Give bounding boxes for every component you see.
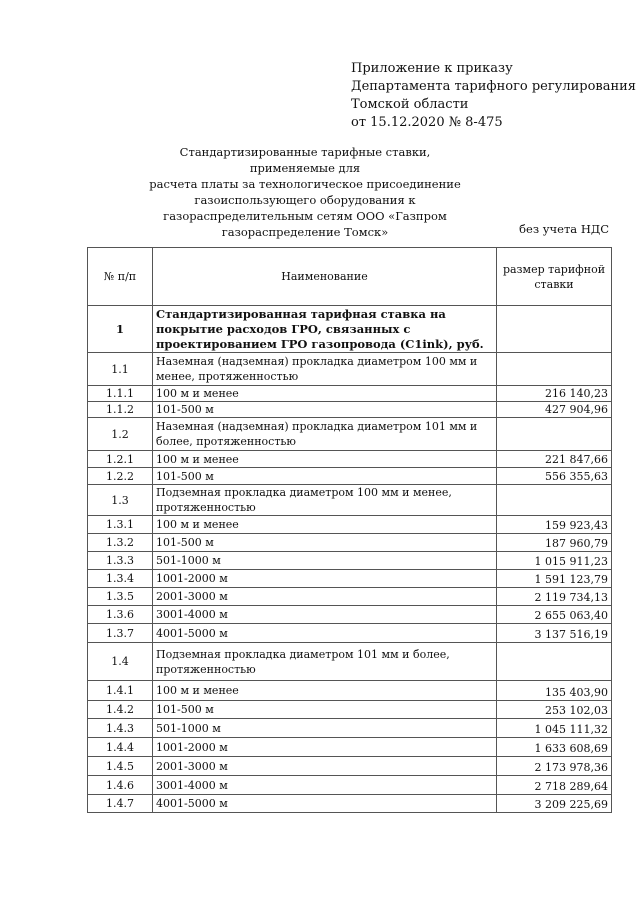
header-name: Наименование: [153, 248, 497, 306]
row-number: 1.1.1: [88, 386, 153, 402]
row-value: 556 355,63: [497, 468, 612, 485]
table-row: [88, 606, 612, 624]
row-number: 1.3.6: [88, 606, 153, 624]
table-row: [88, 485, 612, 516]
row-number: 1.4.4: [88, 738, 153, 757]
table-row: [88, 588, 612, 606]
table-row: [88, 451, 612, 468]
row-name: 2001-3000 м: [153, 757, 497, 776]
table-row: [88, 701, 612, 719]
row-value: 3 209 225,69: [497, 795, 612, 813]
row-name: 2001-3000 м: [153, 588, 497, 606]
row-value: 221 847,66: [497, 451, 612, 468]
appendix-line: Департамента тарифного регулирования: [351, 79, 636, 94]
row-name: 101-500 м: [153, 468, 497, 485]
row-name: 3001-4000 м: [153, 776, 497, 795]
table-row: [88, 719, 612, 738]
row-value: 2 655 063,40: [497, 606, 612, 624]
row-name: Подземная прокладка диаметром 100 мм и менее, протяженностью: [153, 485, 497, 516]
row-value: 1 591 123,79: [497, 570, 612, 588]
row-number: 1.3.4: [88, 570, 153, 588]
row-name: Стандартизированная тарифная ставка на покрытие расходов ГРО, связанных с проектированием ГРО газопровода (C1ink), руб.: [153, 306, 497, 353]
row-value: 2 718 289,64: [497, 776, 612, 795]
row-number: 1.3.1: [88, 516, 153, 534]
table-row: [88, 516, 612, 534]
tariff-table: [87, 247, 612, 813]
row-name: 100 м и менее: [153, 451, 497, 468]
row-number: 1.4.1: [88, 681, 153, 701]
table-row: [88, 418, 612, 451]
appendix-line: от 15.12.2020 № 8-475: [351, 115, 503, 130]
row-number: 1.3: [88, 485, 153, 516]
row-value: 3 137 516,19: [497, 624, 612, 643]
row-value: 135 403,90: [497, 681, 612, 701]
row-number: 1.3.3: [88, 552, 153, 570]
row-name: 501-1000 м: [153, 552, 497, 570]
row-number: 1.3.7: [88, 624, 153, 643]
row-value: 427 904,96: [497, 402, 612, 418]
row-name: 1001-2000 м: [153, 570, 497, 588]
row-value: [497, 643, 612, 681]
row-number: 1.4.7: [88, 795, 153, 813]
title-line: расчета платы за технологическое присоединение: [149, 177, 461, 191]
row-name: 100 м и менее: [153, 681, 497, 701]
row-name: 4001-5000 м: [153, 795, 497, 813]
table-row: [88, 534, 612, 552]
table-row: [88, 570, 612, 588]
header-number: № п/п: [88, 248, 153, 306]
appendix-reference: [351, 60, 636, 132]
row-value: [497, 485, 612, 516]
table-row: [88, 795, 612, 813]
row-value: 253 102,03: [497, 701, 612, 719]
row-name: Наземная (надземная) прокладка диаметром 101 мм и более, протяженностью: [153, 418, 497, 451]
title-line: Стандартизированные тарифные ставки, применяемые для: [179, 145, 431, 175]
row-name: 3001-4000 м: [153, 606, 497, 624]
vat-note: без учета НДС: [519, 222, 609, 236]
table-row: [88, 353, 612, 386]
document-title: [140, 144, 470, 240]
appendix-line: Томской области: [351, 97, 469, 112]
row-name: 101-500 м: [153, 701, 497, 719]
row-value: [497, 353, 612, 386]
row-number: 1: [88, 306, 153, 353]
row-value: [497, 418, 612, 451]
table-row: [88, 468, 612, 485]
row-number: 1.2: [88, 418, 153, 451]
header-rate: размер тарифной ставки: [497, 248, 612, 306]
row-number: 1.4.3: [88, 719, 153, 738]
row-name: Подземная прокладка диаметром 101 мм и более, протяженностью: [153, 643, 497, 681]
table-row: [88, 386, 612, 402]
row-name: Наземная (надземная) прокладка диаметром 100 мм и менее, протяженностью: [153, 353, 497, 386]
row-value: 159 923,43: [497, 516, 612, 534]
row-name: 501-1000 м: [153, 719, 497, 738]
row-value: 1 045 111,32: [497, 719, 612, 738]
row-value: 187 960,79: [497, 534, 612, 552]
table-row: [88, 681, 612, 701]
title-line: газораспределительным сетям ООО «Газпром: [163, 209, 447, 223]
title-line: газораспределение Томск»: [221, 225, 389, 239]
row-number: 1.2.1: [88, 451, 153, 468]
row-name: 101-500 м: [153, 534, 497, 552]
table-header-row: [88, 248, 612, 306]
table-row: [88, 624, 612, 643]
table-row: [88, 402, 612, 418]
row-value: 2 119 734,13: [497, 588, 612, 606]
table-row: [88, 738, 612, 757]
table-row: [88, 776, 612, 795]
table-row: [88, 757, 612, 776]
title-line: газоиспользующего оборудования к: [194, 193, 416, 207]
appendix-line: Приложение к приказу: [351, 61, 513, 76]
row-value: [497, 306, 612, 353]
row-number: 1.2.2: [88, 468, 153, 485]
row-number: 1.3.2: [88, 534, 153, 552]
row-value: 1 015 911,23: [497, 552, 612, 570]
row-name: 101-500 м: [153, 402, 497, 418]
row-value: 216 140,23: [497, 386, 612, 402]
row-number: 1.4.5: [88, 757, 153, 776]
row-number: 1.4: [88, 643, 153, 681]
row-number: 1.4.2: [88, 701, 153, 719]
table-row: [88, 306, 612, 353]
row-number: 1.3.5: [88, 588, 153, 606]
row-name: 4001-5000 м: [153, 624, 497, 643]
table-row: [88, 643, 612, 681]
table-row: [88, 552, 612, 570]
row-number: 1.1.2: [88, 402, 153, 418]
row-name: 100 м и менее: [153, 516, 497, 534]
row-value: 1 633 608,69: [497, 738, 612, 757]
row-name: 1001-2000 м: [153, 738, 497, 757]
row-number: 1.1: [88, 353, 153, 386]
row-number: 1.4.6: [88, 776, 153, 795]
row-name: 100 м и менее: [153, 386, 497, 402]
row-value: 2 173 978,36: [497, 757, 612, 776]
